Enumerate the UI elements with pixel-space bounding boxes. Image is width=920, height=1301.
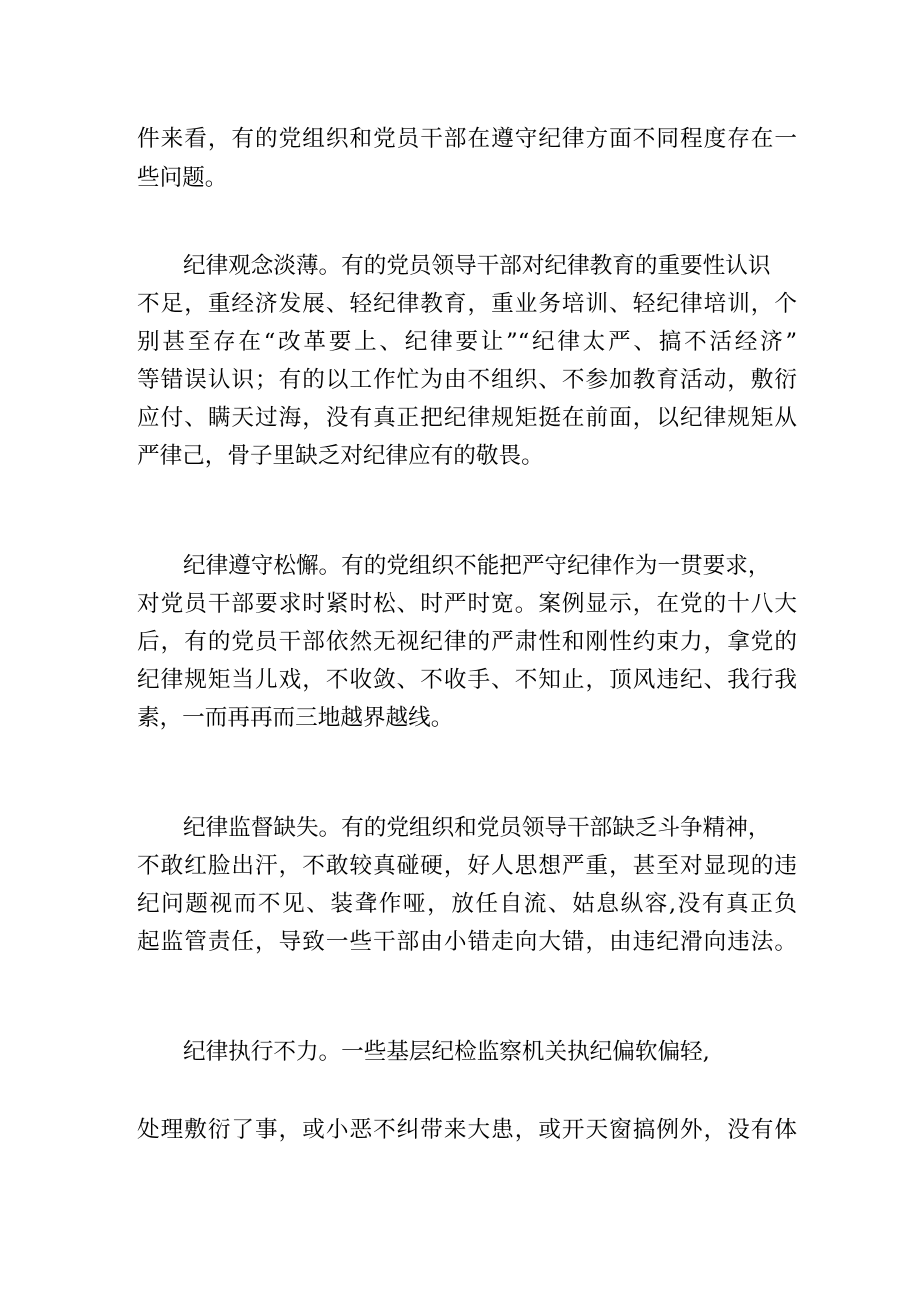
paragraph-4-line-1: 纪律监督缺失。有的党组织和党员领导干部缺乏斗争精神，: [183, 815, 771, 841]
paragraph-4-line-2: 不敢红脸出汗，不敢较真碰硬，好人思想严重，甚至对显现的违: [137, 853, 797, 879]
paragraph-1-line-2: 些问题。: [137, 165, 228, 191]
paragraph-3-line-4: 纪律规矩当儿戏，不收敛、不收手、不知止，顶风违纪、我行我: [137, 667, 797, 693]
paragraph-1-line-1: 件来看，有的党组织和党员干部在遵守纪律方面不同程度存在一: [137, 126, 797, 152]
paragraph-3-line-1: 纪律遵守松懈。有的党组织不能把严守纪律作为一贯要求，: [183, 553, 771, 579]
paragraph-3-line-2: 对党员干部要求时紧时松、时严时宽。案例显示，在党的十八大: [137, 591, 797, 617]
paragraph-5-line-1: 纪律执行不力。一些基层纪检监察机关执纪偏软偏轻,: [183, 1039, 710, 1065]
paragraph-2-line-4: 等错误认识；有的以工作忙为由不组织、不参加教育活动，敷衍: [137, 367, 797, 393]
paragraph-2-line-3: 别甚至存在“改革要上、纪律要让”“纪律太严、搞不活经济”: [137, 329, 797, 355]
paragraph-4-line-4: 起监管责任，导致一些干部由小错走向大错，由违纪滑向违法。: [137, 929, 797, 955]
paragraph-2-line-5: 应付、瞒天过海，没有真正把纪律规矩挺在前面，以纪律规矩从: [137, 405, 797, 431]
paragraph-3-line-5: 素，一而再再而三地越界越线。: [137, 705, 454, 731]
paragraph-2-line-6: 严律己，骨子里缺乏对纪律应有的敬畏。: [137, 443, 544, 469]
paragraph-4-line-3: 纪问题视而不见、装聋作哑，放任自流、姑息纵容,没有真正负: [137, 891, 797, 917]
paragraph-6-line-1: 处理敷衍了事，或小恶不纠带来大患，或开天窗搞例外，没有体: [137, 1117, 797, 1143]
paragraph-2-line-1: 纪律观念淡薄。有的党员领导干部对纪律教育的重要性认识: [183, 253, 771, 279]
paragraph-2-line-2: 不足，重经济发展、轻纪律教育，重业务培训、轻纪律培训，个: [137, 291, 797, 317]
paragraph-3-line-3: 后，有的党员干部依然无视纪律的严肃性和刚性约束力，拿党的: [137, 629, 797, 655]
